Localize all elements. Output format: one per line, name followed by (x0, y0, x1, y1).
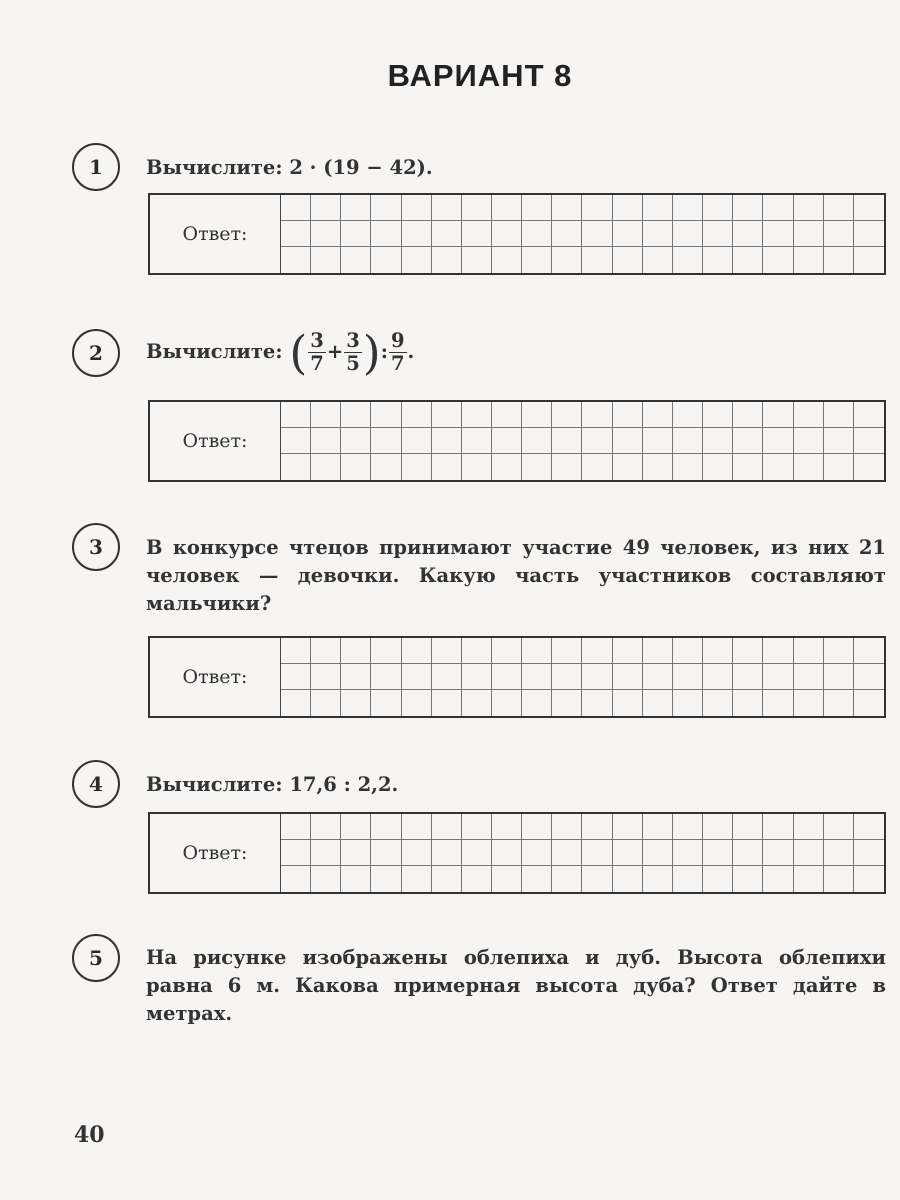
answer-cell[interactable] (794, 840, 824, 866)
answer-cell[interactable] (824, 428, 854, 454)
task-number: 1 (89, 155, 103, 179)
answer-cell[interactable] (371, 664, 401, 690)
answer-cell[interactable] (432, 840, 462, 866)
answer-cell[interactable] (854, 638, 884, 664)
answer-cell[interactable] (703, 638, 733, 664)
answer-cell[interactable] (613, 638, 643, 664)
answer-cell[interactable] (733, 454, 763, 480)
answer-box[interactable] (148, 812, 886, 894)
answer-cell[interactable] (371, 195, 401, 221)
answer-cell[interactable] (371, 638, 401, 664)
task-number-badge (72, 329, 120, 377)
answer-cell[interactable] (281, 866, 311, 892)
answer-box[interactable] (148, 636, 886, 718)
answer-cell[interactable] (613, 664, 643, 690)
answer-grid[interactable] (281, 195, 884, 273)
answer-cell[interactable] (643, 221, 673, 247)
answer-cell[interactable] (643, 840, 673, 866)
answer-cell[interactable] (824, 664, 854, 690)
answer-cell[interactable] (824, 690, 854, 716)
answer-cell[interactable] (763, 454, 793, 480)
answer-cell[interactable] (281, 454, 311, 480)
answer-cell[interactable] (522, 690, 552, 716)
answer-cell[interactable] (794, 690, 824, 716)
task-text: Вычислите: 2 · (19 − 42). (146, 156, 433, 179)
answer-box[interactable] (148, 193, 886, 275)
answer-cell[interactable] (703, 402, 733, 428)
answer-cell[interactable] (582, 402, 612, 428)
answer-cell[interactable] (371, 402, 401, 428)
answer-cell[interactable] (492, 840, 522, 866)
answer-cell[interactable] (462, 454, 492, 480)
answer-cell[interactable] (552, 454, 582, 480)
task-number-badge (72, 523, 120, 571)
answer-cell[interactable] (703, 454, 733, 480)
answer-cell[interactable] (462, 638, 492, 664)
answer-cell[interactable] (613, 247, 643, 273)
answer-label: Ответ: (150, 195, 281, 273)
answer-cell[interactable] (371, 866, 401, 892)
answer-cell[interactable] (763, 195, 793, 221)
answer-cell[interactable] (462, 247, 492, 273)
answer-cell[interactable] (522, 840, 552, 866)
answer-cell[interactable] (552, 690, 582, 716)
answer-cell[interactable] (703, 866, 733, 892)
fraction: $\frac{3}{7}$ (310, 329, 324, 375)
answer-cell[interactable] (522, 221, 552, 247)
answer-cell[interactable] (854, 840, 884, 866)
answer-cell[interactable] (341, 840, 371, 866)
answer-label: Ответ: (150, 638, 281, 716)
answer-cell[interactable] (733, 428, 763, 454)
answer-cell[interactable] (673, 638, 703, 664)
answer-cell[interactable] (854, 247, 884, 273)
answer-cell[interactable] (492, 247, 522, 273)
answer-cell[interactable] (522, 428, 552, 454)
answer-cell[interactable] (492, 195, 522, 221)
answer-cell[interactable] (733, 195, 763, 221)
answer-cell[interactable] (673, 195, 703, 221)
answer-cell[interactable] (643, 454, 673, 480)
answer-cell[interactable] (402, 664, 432, 690)
answer-cell[interactable] (763, 247, 793, 273)
answer-cell[interactable] (854, 428, 884, 454)
answer-cell[interactable] (552, 428, 582, 454)
task-number: 3 (89, 535, 103, 559)
answer-cell[interactable] (824, 814, 854, 840)
answer-grid[interactable] (281, 402, 884, 480)
answer-cell[interactable] (281, 814, 311, 840)
answer-cell[interactable] (794, 866, 824, 892)
answer-cell[interactable] (522, 195, 552, 221)
answer-label: Ответ: (150, 814, 281, 892)
answer-cell[interactable] (643, 690, 673, 716)
answer-cell[interactable] (492, 638, 522, 664)
answer-cell[interactable] (703, 690, 733, 716)
answer-cell[interactable] (341, 221, 371, 247)
answer-cell[interactable] (643, 195, 673, 221)
answer-cell[interactable] (763, 690, 793, 716)
answer-cell[interactable] (341, 690, 371, 716)
answer-cell[interactable] (703, 428, 733, 454)
answer-cell[interactable] (341, 454, 371, 480)
answer-cell[interactable] (613, 866, 643, 892)
task-number: 2 (89, 341, 103, 365)
answer-cell[interactable] (733, 866, 763, 892)
answer-cell[interactable] (613, 814, 643, 840)
answer-cell[interactable] (432, 247, 462, 273)
fraction: $\frac{9}{7}$ (390, 329, 405, 375)
answer-cell[interactable] (854, 402, 884, 428)
answer-cell[interactable] (492, 402, 522, 428)
answer-cell[interactable] (763, 221, 793, 247)
answer-cell[interactable] (402, 221, 432, 247)
answer-cell[interactable] (311, 690, 341, 716)
answer-cell[interactable] (613, 195, 643, 221)
answer-cell[interactable] (462, 840, 492, 866)
answer-label: Ответ: (150, 402, 281, 480)
answer-cell[interactable] (763, 638, 793, 664)
answer-cell[interactable] (613, 690, 643, 716)
answer-cell[interactable] (703, 814, 733, 840)
answer-cell[interactable] (371, 247, 401, 273)
answer-cell[interactable] (643, 638, 673, 664)
answer-cell[interactable] (311, 840, 341, 866)
answer-cell[interactable] (733, 638, 763, 664)
answer-cell[interactable] (281, 402, 311, 428)
answer-cell[interactable] (492, 866, 522, 892)
answer-cell[interactable] (582, 840, 612, 866)
answer-cell[interactable] (673, 402, 703, 428)
answer-cell[interactable] (311, 814, 341, 840)
answer-cell[interactable] (522, 402, 552, 428)
answer-cell[interactable] (281, 428, 311, 454)
answer-cell[interactable] (824, 247, 854, 273)
answer-cell[interactable] (643, 402, 673, 428)
answer-cell[interactable] (824, 866, 854, 892)
answer-cell[interactable] (522, 814, 552, 840)
plus-sign: + (326, 340, 344, 363)
task-number: 4 (89, 772, 103, 796)
answer-cell[interactable] (311, 221, 341, 247)
answer-cell[interactable] (432, 814, 462, 840)
answer-cell[interactable] (763, 428, 793, 454)
answer-cell[interactable] (703, 664, 733, 690)
page-number: 40 (74, 1122, 105, 1148)
answer-cell[interactable] (643, 866, 673, 892)
answer-cell[interactable] (341, 866, 371, 892)
answer-cell[interactable] (794, 402, 824, 428)
answer-cell[interactable] (432, 428, 462, 454)
answer-cell[interactable] (673, 664, 703, 690)
answer-cell[interactable] (854, 221, 884, 247)
answer-cell[interactable] (794, 664, 824, 690)
task-prompt: Вычислите: (146, 340, 283, 363)
answer-cell[interactable] (582, 690, 612, 716)
answer-cell[interactable] (582, 454, 612, 480)
answer-cell[interactable] (613, 428, 643, 454)
answer-cell[interactable] (522, 664, 552, 690)
answer-cell[interactable] (763, 402, 793, 428)
answer-cell[interactable] (462, 690, 492, 716)
answer-box[interactable] (148, 400, 886, 482)
answer-cell[interactable] (794, 454, 824, 480)
answer-cell[interactable] (613, 402, 643, 428)
answer-cell[interactable] (763, 866, 793, 892)
answer-cell[interactable] (854, 690, 884, 716)
answer-cell[interactable] (341, 638, 371, 664)
answer-cell[interactable] (552, 638, 582, 664)
answer-cell[interactable] (824, 195, 854, 221)
answer-cell[interactable] (341, 402, 371, 428)
answer-cell[interactable] (462, 221, 492, 247)
answer-cell[interactable] (854, 195, 884, 221)
answer-grid[interactable] (281, 638, 884, 716)
answer-cell[interactable] (794, 428, 824, 454)
answer-cell[interactable] (311, 866, 341, 892)
answer-cell[interactable] (311, 454, 341, 480)
answer-cell[interactable] (492, 814, 522, 840)
answer-grid[interactable] (281, 814, 884, 892)
answer-cell[interactable] (794, 638, 824, 664)
task-text: Вычислите: 17,6 : 2,2. (146, 773, 399, 796)
answer-cell[interactable] (371, 814, 401, 840)
answer-cell[interactable] (462, 866, 492, 892)
answer-cell[interactable] (371, 428, 401, 454)
answer-cell[interactable] (643, 247, 673, 273)
answer-cell[interactable] (432, 221, 462, 247)
answer-cell[interactable] (552, 402, 582, 428)
answer-cell[interactable] (432, 454, 462, 480)
answer-cell[interactable] (432, 402, 462, 428)
answer-cell[interactable] (552, 840, 582, 866)
answer-cell[interactable] (462, 195, 492, 221)
answer-cell[interactable] (673, 428, 703, 454)
answer-cell[interactable] (371, 221, 401, 247)
answer-cell[interactable] (673, 690, 703, 716)
answer-cell[interactable] (552, 247, 582, 273)
answer-cell[interactable] (281, 638, 311, 664)
task-text: В конкурсе чтецов принимают участие 49 человек, из них 21 человек — девочки. Какую часть участников составляют мальчики? (146, 536, 886, 615)
answer-cell[interactable] (733, 690, 763, 716)
answer-cell[interactable] (402, 638, 432, 664)
answer-cell[interactable] (492, 428, 522, 454)
answer-cell[interactable] (824, 638, 854, 664)
answer-cell[interactable] (402, 866, 432, 892)
answer-cell[interactable] (854, 814, 884, 840)
answer-cell[interactable] (582, 247, 612, 273)
answer-cell[interactable] (341, 428, 371, 454)
variant-title: ВАРИАНТ 8 (387, 58, 573, 93)
answer-cell[interactable] (703, 247, 733, 273)
answer-cell[interactable] (794, 221, 824, 247)
answer-cell[interactable] (733, 664, 763, 690)
answer-cell[interactable] (613, 221, 643, 247)
answer-cell[interactable] (582, 814, 612, 840)
answer-cell[interactable] (522, 454, 552, 480)
answer-cell[interactable] (432, 195, 462, 221)
answer-cell[interactable] (763, 840, 793, 866)
answer-cell[interactable] (371, 840, 401, 866)
answer-cell[interactable] (824, 221, 854, 247)
answer-cell[interactable] (311, 664, 341, 690)
answer-cell[interactable] (462, 664, 492, 690)
answer-cell[interactable] (733, 402, 763, 428)
answer-cell[interactable] (552, 814, 582, 840)
answer-cell[interactable] (794, 195, 824, 221)
answer-cell[interactable] (311, 247, 341, 273)
answer-cell[interactable] (733, 247, 763, 273)
answer-cell[interactable] (402, 814, 432, 840)
fraction: $\frac{3}{5}$ (346, 329, 360, 375)
answer-cell[interactable] (281, 247, 311, 273)
answer-cell[interactable] (673, 866, 703, 892)
answer-cell[interactable] (824, 454, 854, 480)
answer-cell[interactable] (492, 454, 522, 480)
answer-cell[interactable] (341, 814, 371, 840)
answer-cell[interactable] (643, 814, 673, 840)
answer-cell[interactable] (432, 638, 462, 664)
divide-sign: : (380, 340, 388, 363)
answer-cell[interactable] (613, 454, 643, 480)
answer-cell[interactable] (402, 428, 432, 454)
answer-cell[interactable] (854, 454, 884, 480)
answer-cell[interactable] (311, 428, 341, 454)
answer-cell[interactable] (462, 402, 492, 428)
answer-cell[interactable] (582, 428, 612, 454)
answer-cell[interactable] (402, 247, 432, 273)
answer-cell[interactable] (643, 664, 673, 690)
answer-cell[interactable] (733, 814, 763, 840)
answer-cell[interactable] (462, 428, 492, 454)
answer-cell[interactable] (824, 402, 854, 428)
answer-cell[interactable] (703, 221, 733, 247)
answer-cell[interactable] (522, 247, 552, 273)
answer-cell[interactable] (824, 840, 854, 866)
answer-cell[interactable] (673, 247, 703, 273)
answer-cell[interactable] (673, 221, 703, 247)
answer-cell[interactable] (854, 664, 884, 690)
answer-cell[interactable] (703, 195, 733, 221)
answer-cell[interactable] (552, 221, 582, 247)
answer-cell[interactable] (371, 454, 401, 480)
answer-cell[interactable] (281, 195, 311, 221)
answer-cell[interactable] (281, 221, 311, 247)
task-text: Вычислите: ( $\frac{3}{7}$ + $\frac{3}{5}$ ): $\frac{9}{7}$ . (146, 325, 415, 380)
answer-cell[interactable] (492, 221, 522, 247)
answer-cell[interactable] (311, 638, 341, 664)
answer-cell[interactable] (522, 866, 552, 892)
answer-cell[interactable] (402, 402, 432, 428)
answer-cell[interactable] (432, 866, 462, 892)
answer-cell[interactable] (582, 221, 612, 247)
answer-cell[interactable] (763, 664, 793, 690)
answer-cell[interactable] (402, 840, 432, 866)
answer-cell[interactable] (341, 664, 371, 690)
task-number-badge (72, 760, 120, 808)
answer-cell[interactable] (582, 664, 612, 690)
answer-cell[interactable] (311, 195, 341, 221)
answer-cell[interactable] (281, 690, 311, 716)
answer-cell[interactable] (371, 690, 401, 716)
answer-cell[interactable] (492, 690, 522, 716)
answer-cell[interactable] (582, 638, 612, 664)
answer-cell[interactable] (582, 195, 612, 221)
task-number-badge (72, 934, 120, 982)
answer-cell[interactable] (763, 814, 793, 840)
answer-cell[interactable] (432, 690, 462, 716)
answer-cell[interactable] (703, 840, 733, 866)
answer-cell[interactable] (552, 664, 582, 690)
answer-cell[interactable] (613, 840, 643, 866)
answer-cell[interactable] (402, 690, 432, 716)
answer-cell[interactable] (402, 454, 432, 480)
answer-cell[interactable] (733, 221, 763, 247)
answer-cell[interactable] (673, 840, 703, 866)
answer-cell[interactable] (733, 840, 763, 866)
answer-cell[interactable] (462, 814, 492, 840)
task-number: 5 (89, 946, 103, 970)
answer-cell[interactable] (643, 428, 673, 454)
answer-cell[interactable] (673, 814, 703, 840)
answer-cell[interactable] (794, 247, 824, 273)
task-text: На рисунке изображены облепиха и дуб. Высота облепихи равна 6 м. Какова примерная высота дуба? Ответ дайте в метрах. (146, 946, 886, 1025)
answer-cell[interactable] (673, 454, 703, 480)
answer-cell[interactable] (402, 195, 432, 221)
task-number-badge (72, 143, 120, 191)
answer-cell[interactable] (492, 664, 522, 690)
answer-cell[interactable] (281, 664, 311, 690)
answer-cell[interactable] (552, 195, 582, 221)
answer-cell[interactable] (311, 402, 341, 428)
answer-cell[interactable] (582, 866, 612, 892)
answer-cell[interactable] (432, 664, 462, 690)
answer-cell[interactable] (522, 638, 552, 664)
answer-cell[interactable] (854, 866, 884, 892)
answer-cell[interactable] (341, 247, 371, 273)
answer-cell[interactable] (552, 866, 582, 892)
answer-cell[interactable] (794, 814, 824, 840)
answer-cell[interactable] (341, 195, 371, 221)
answer-cell[interactable] (281, 840, 311, 866)
